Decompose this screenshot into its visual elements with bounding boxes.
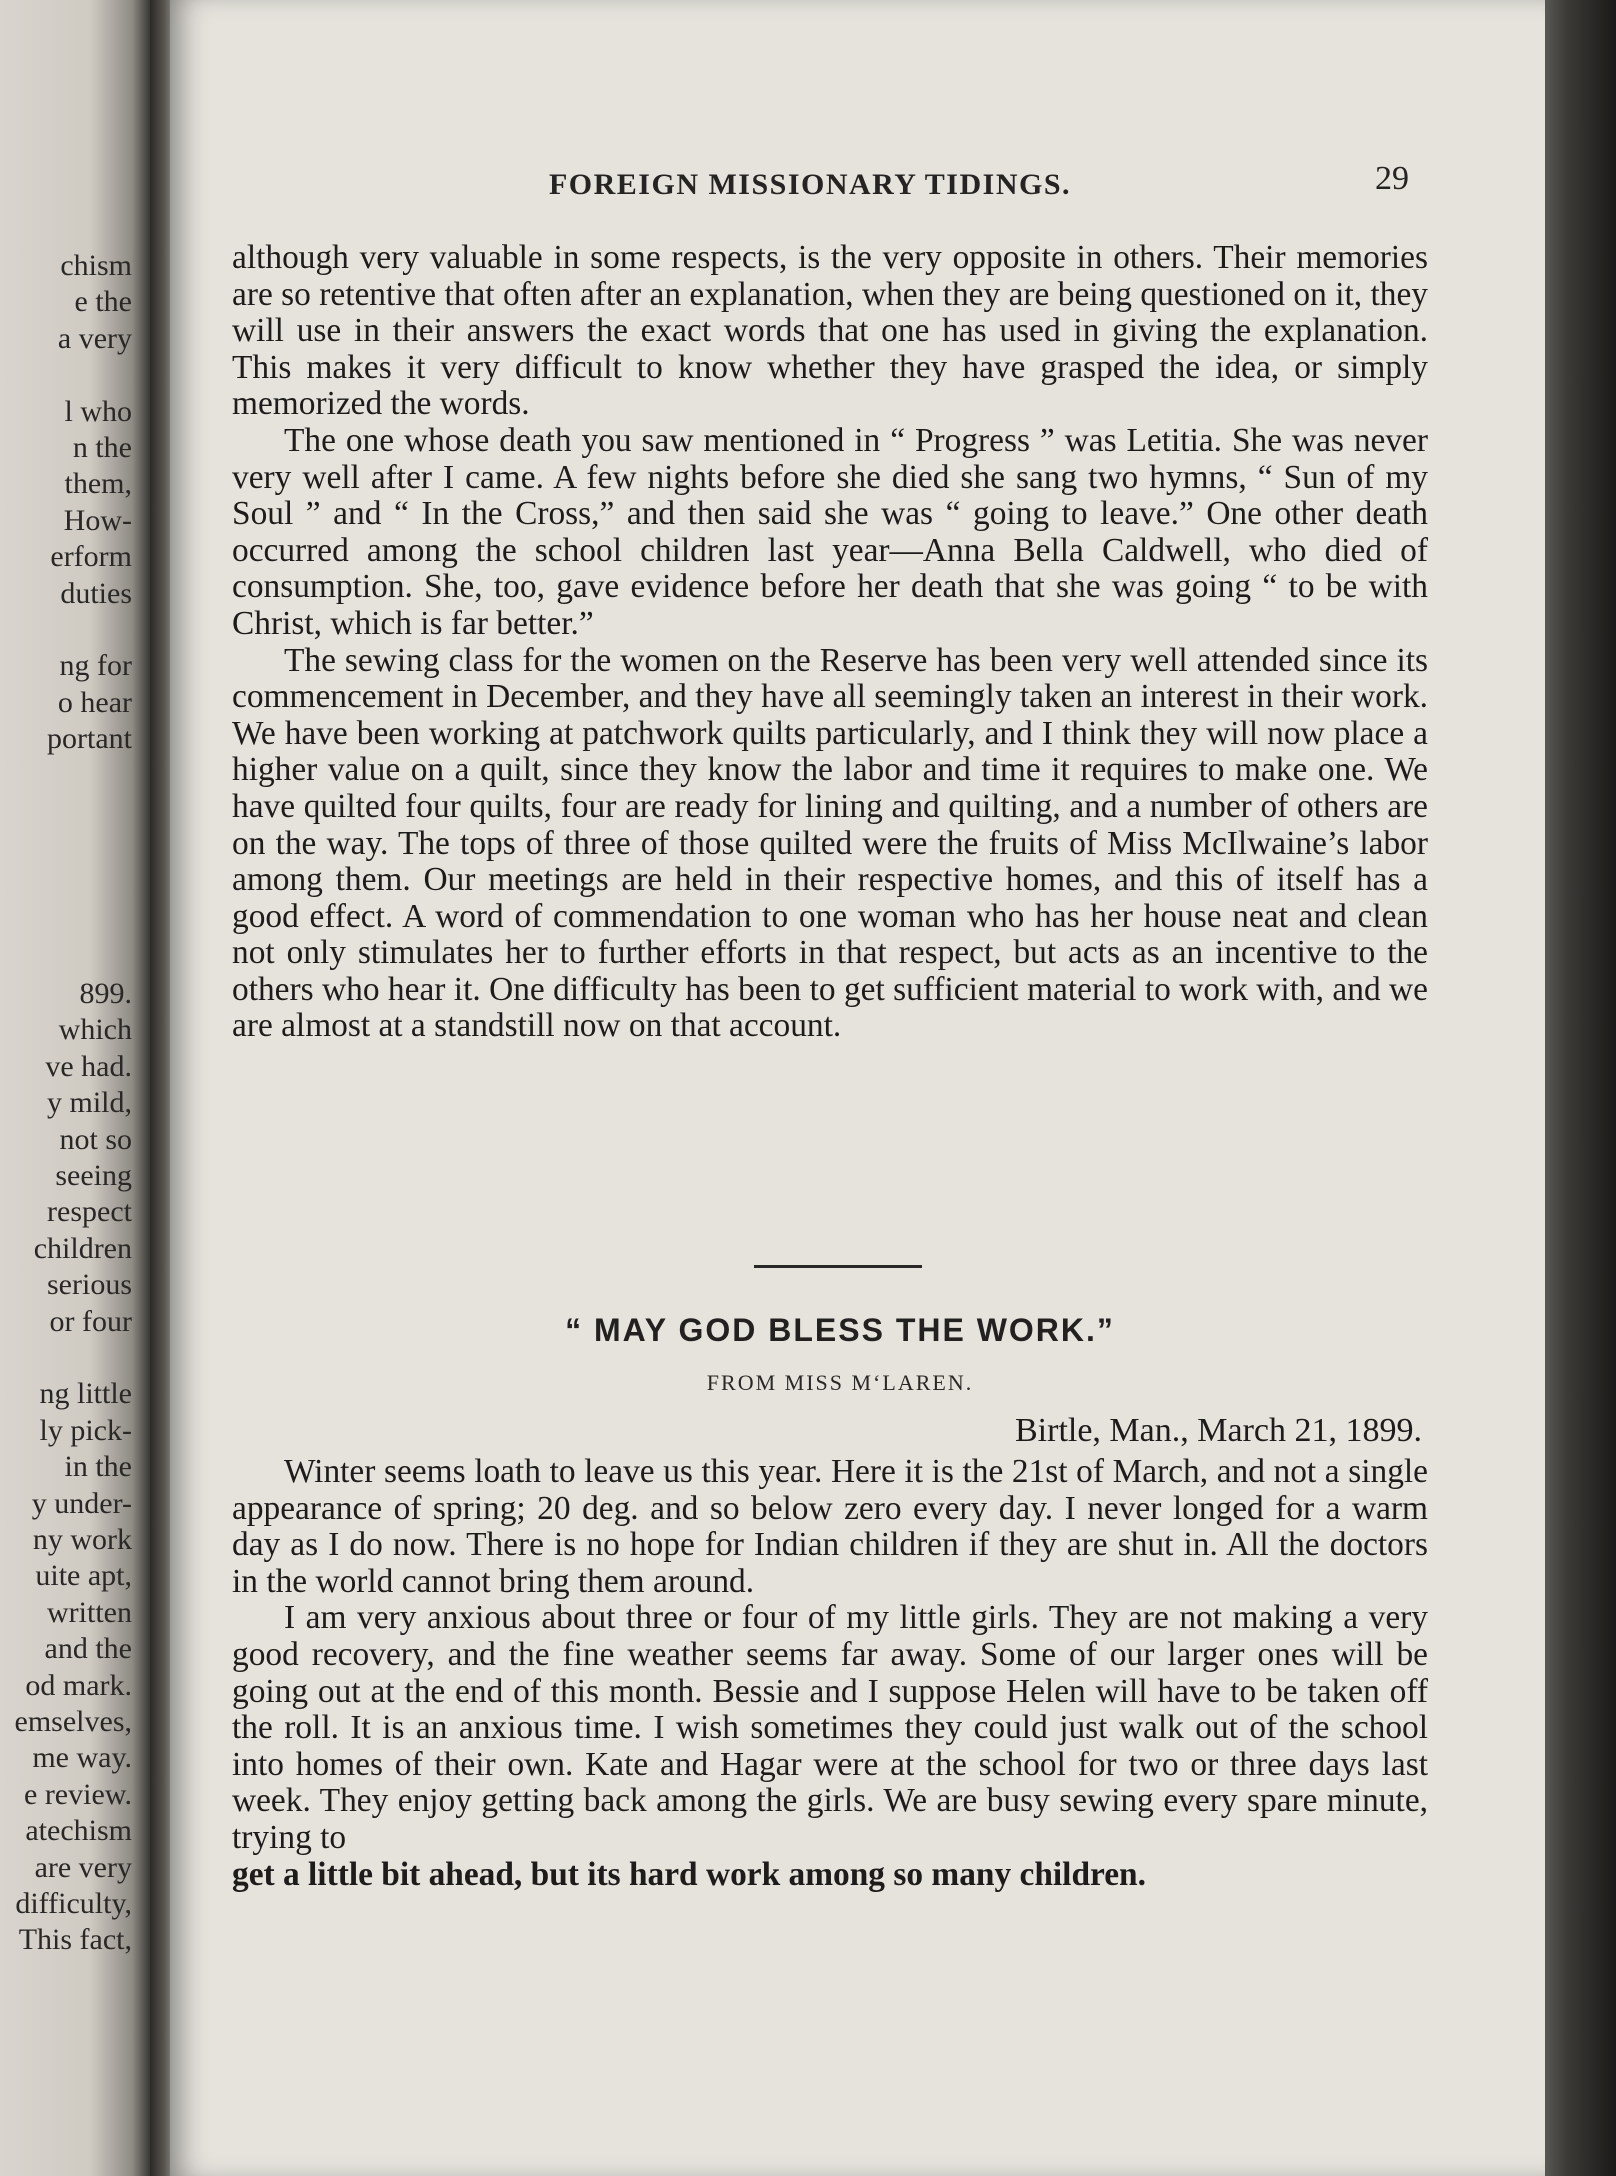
- left-page-fragment: ny work: [32, 1523, 132, 1556]
- page-number: 29: [1375, 160, 1409, 197]
- left-page-fragment: duties: [60, 576, 132, 610]
- left-page-fragment: difficulty,: [15, 1887, 132, 1920]
- left-page-fragment: o hear: [57, 685, 132, 719]
- article-title: “ MAY GOD BLESS THE WORK.”: [565, 1312, 1115, 1348]
- letter-body: [232, 1454, 1428, 1893]
- left-page-fragment: l who: [64, 394, 132, 428]
- paragraph: although very valuable in some respects, is the very opposite in others. Their memories are so retentive that often after an explanation, when they are being questioned on it, they will use in their answers the exact words that one has used in giving the explanation. This makes it very difficult to know whether they have grasped the idea, or simply memorized the words.: [232, 239, 1428, 423]
- left-page-fragment: uite apt,: [35, 1559, 132, 1593]
- left-page-fragment: od mark.: [25, 1668, 132, 1702]
- left-page-fragment: serious: [47, 1268, 132, 1302]
- left-page-fragment: respect: [47, 1195, 132, 1229]
- left-page-fragment: ng for: [59, 649, 132, 683]
- left-page-fragment: portant: [47, 722, 132, 756]
- left-page-fragment: atechism: [25, 1814, 132, 1848]
- paragraph: Winter seems loath to leave us this year. Here it is the 21st of March, and not a single appearance of spring; 20 deg. and so below zero every day. I never longed for a warm day as I do now. There is no hope for Indian children if they are shut in. All the doctors in the world cannot bring them around.: [232, 1453, 1428, 1600]
- section-divider: [754, 1265, 922, 1268]
- left-page-fragment: y mild,: [46, 1086, 132, 1120]
- left-page-fragment: ly pick-: [39, 1413, 132, 1447]
- left-page-fragment: e the: [74, 285, 132, 319]
- left-page-fragment: ng little: [39, 1377, 132, 1411]
- right-page-edge: [1545, 0, 1616, 2176]
- left-page-fragment: which: [58, 1013, 132, 1047]
- article-byline: FROM MISS M‘LAREN.: [706, 1370, 974, 1395]
- left-page-fragment: not so: [59, 1122, 132, 1156]
- left-page-fragment: chism: [60, 249, 132, 282]
- left-page-fragment: This fact,: [18, 1923, 132, 1957]
- left-page-fragment: are very: [34, 1850, 132, 1884]
- paragraph: The one whose death you saw mentioned in “ Progress ” was Letitia. She was never very well after I came. A few nights before she died she sang two hymns, “ Sun of my Soul ” and “ In the Cross,” and then said she was “ going to leave.” One other death occurred among the school children last year—Anna Bella Caldwell, who died of consumption. She, too, gave evidence before her death that she was going “ to be with Christ, which is far better.”: [232, 421, 1428, 642]
- left-page-fragment: ve had.: [45, 1049, 132, 1083]
- left-page-fragment: emselves,: [14, 1705, 132, 1738]
- left-page-fragment: or four: [49, 1304, 132, 1338]
- left-page-edge: [0, 0, 150, 2176]
- running-title: FOREIGN MISSIONARY TIDINGS.: [548, 168, 1072, 201]
- left-page-fragment: and the: [44, 1632, 132, 1666]
- left-page-fragment: n the: [72, 431, 132, 464]
- article-continuation: [232, 240, 1428, 1045]
- left-page-fragment: e review.: [24, 1777, 132, 1811]
- left-page-fragment: y under-: [31, 1486, 132, 1520]
- left-page-fragment: children: [33, 1231, 132, 1265]
- left-page-fragment: written: [47, 1595, 132, 1629]
- left-page-fragment: seeing: [55, 1159, 132, 1192]
- left-page-fragment: in the: [64, 1450, 132, 1484]
- left-page-fragment: How-: [63, 503, 132, 537]
- left-page-fragment: me way.: [32, 1741, 132, 1775]
- paragraph: The sewing class for the women on the Reserve has been very well attended since its commencement in December, and they have all seemingly taken an interest in their work. We have been working at patchwork quilts particularly, and I think they will now place a higher value on a quilt, since they know the labor and time it requires to make one. We have quilted four quilts, four are ready for lining and quilting, and a number of others are on the way. The tops of three of those quilted were the fruits of Miss McIlwaine’s labor among them. Our meetings are held in their respective homes, and this of itself has a good effect. A word of commendation to one woman who has her house neat and clean not only stimulates her to further efforts in that respect, but acts as an incentive to the others who hear it. One difficulty has been to get sufficient material to work with, and we are almost at a standstill now on that account.: [232, 641, 1428, 1045]
- left-page-fragment: them,: [64, 467, 132, 501]
- letter-dateline: Birtle, Man., March 21, 1899.: [1015, 1412, 1422, 1449]
- left-page-fragment: erform: [50, 540, 132, 574]
- paragraph: I am very anxious about three or four of my little girls. They are not making a very good recovery, and the fine weather seems far away. Some of our larger ones will be going out at the end of this month. Bessie and I suppose Helen will have to be taken off the roll. It is an anxious time. I wish sometimes they could just walk out of the school into homes of their own. Kate and Hagar were at the school for two or three days last week. They enjoy getting back among the girls. We are busy sewing every spare minute, trying to: [232, 1599, 1428, 1856]
- left-page-fragment: 899.: [79, 977, 132, 1010]
- paragraph-last-line: get a little bit ahead, but its hard work among so many children.: [232, 1855, 1146, 1893]
- left-page-fragment: a very: [57, 321, 132, 355]
